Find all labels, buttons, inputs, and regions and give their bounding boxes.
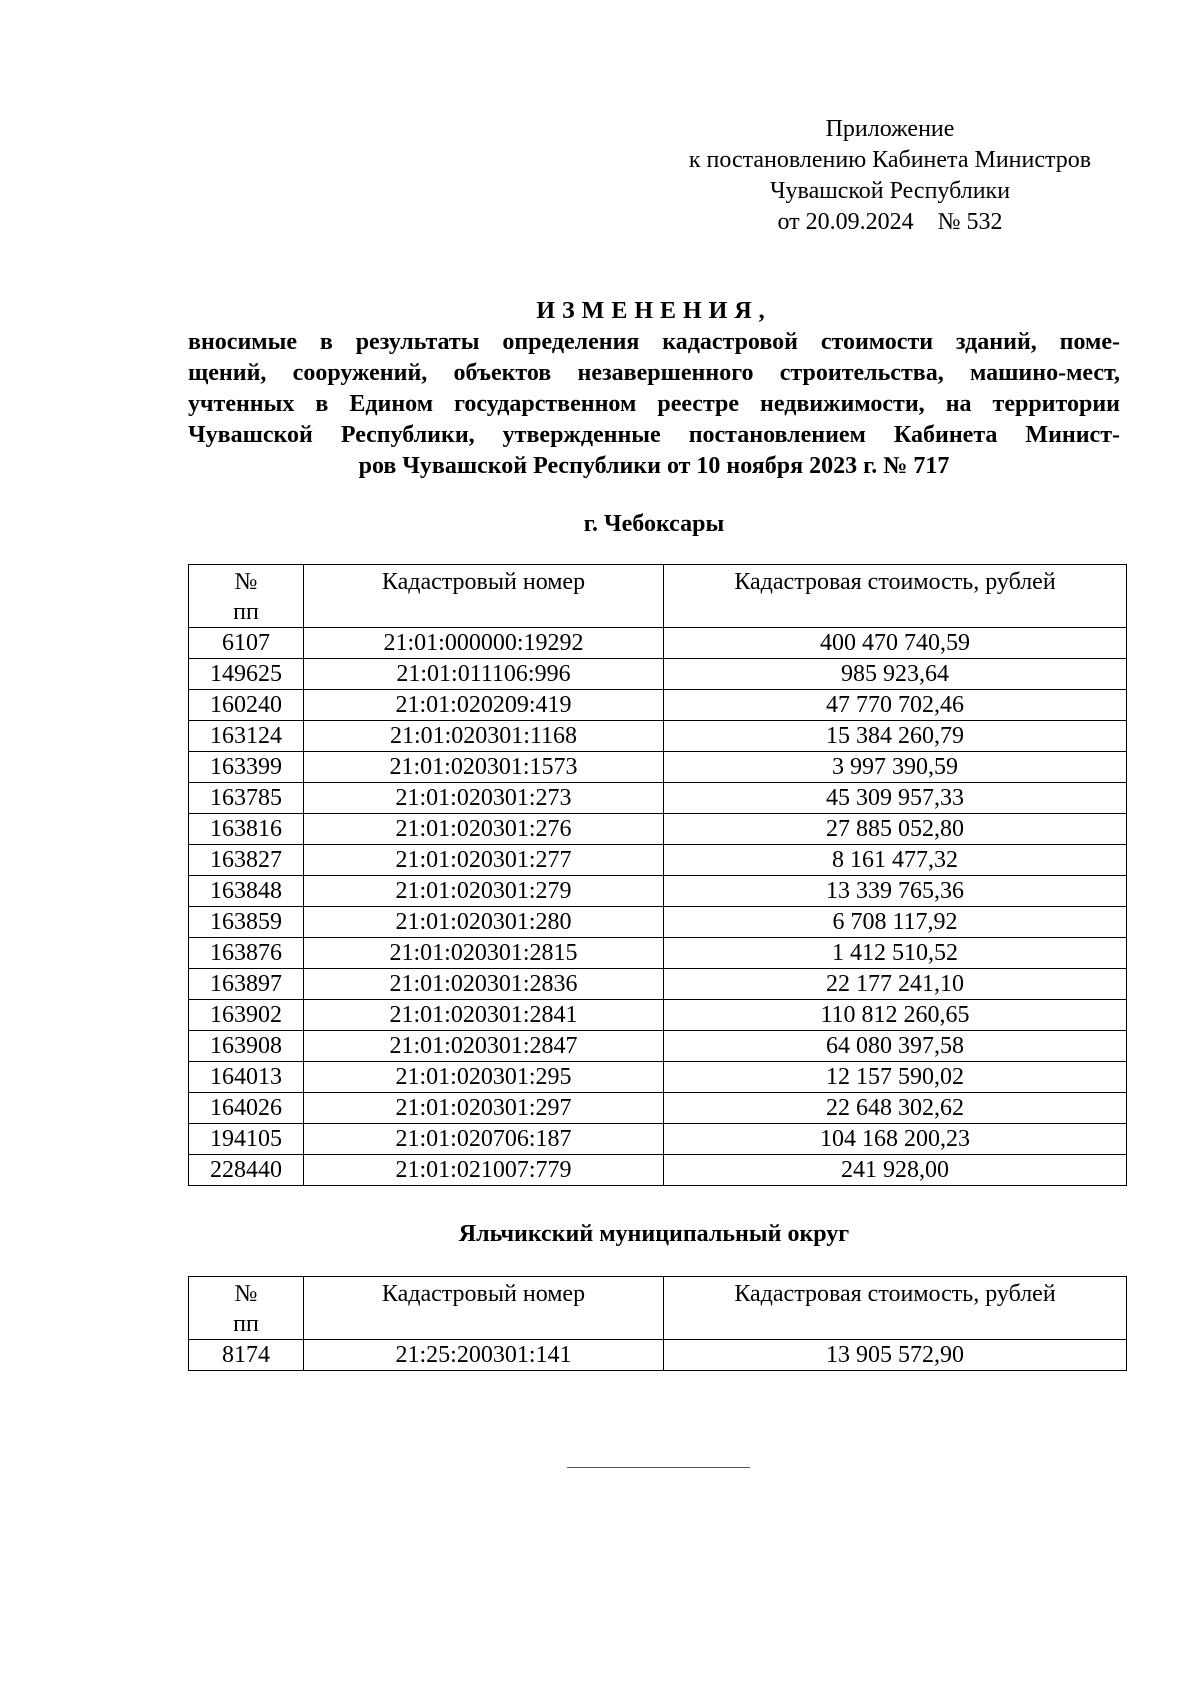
row-number: 8174	[189, 1340, 304, 1371]
row-number: 163848	[189, 876, 304, 907]
row-number: 163827	[189, 845, 304, 876]
header-cadastral-value: Кадастровая стоимость, рублей	[664, 1277, 1127, 1340]
cadastral-value: 104 168 200,23	[664, 1124, 1127, 1155]
header-number-sign: №	[234, 569, 258, 595]
cadastral-value: 12 157 590,02	[664, 1062, 1127, 1093]
table-row	[189, 814, 1127, 845]
cadastral-value: 47 770 702,46	[664, 690, 1127, 721]
table-body	[189, 1340, 1127, 1371]
annex-line: Приложение	[825, 116, 955, 142]
cadastral-value: 985 923,64	[664, 659, 1127, 690]
annex-line: к постановлению Кабинета Министров	[688, 147, 1092, 173]
cadastral-value: 241 928,00	[664, 1155, 1127, 1186]
cadastral-table-yalchiki	[188, 1276, 1127, 1371]
table-row	[189, 752, 1127, 783]
row-number: 164026	[189, 1093, 304, 1124]
table-row	[189, 1093, 1127, 1124]
row-number: 194105	[189, 1124, 304, 1155]
heading-line: щений, сооружений, объектов незавершенного строительства, машино-мест,	[188, 360, 1120, 386]
row-number: 228440	[189, 1155, 304, 1186]
cadastral-number: 21:01:000000:19292	[304, 628, 664, 659]
header-number	[189, 1277, 304, 1340]
heading-line: учтенных в Едином государственном реестре недвижимости, на территории	[188, 391, 1120, 417]
table-row	[189, 783, 1127, 814]
cadastral-value: 64 080 397,58	[664, 1031, 1127, 1062]
cadastral-value: 27 885 052,80	[664, 814, 1127, 845]
cadastral-number: 21:01:020301:273	[304, 783, 664, 814]
cadastral-value: 22 648 302,62	[664, 1093, 1127, 1124]
cadastral-number: 21:01:020301:295	[304, 1062, 664, 1093]
cadastral-value: 400 470 740,59	[664, 628, 1127, 659]
cadastral-value: 13 339 765,36	[664, 876, 1127, 907]
table-row	[189, 1124, 1127, 1155]
heading-line: ров Чувашской Республики от 10 ноября 2023 г. № 717	[358, 453, 950, 479]
cadastral-table-cheboksary	[188, 564, 1127, 1186]
header-number-pp: пп	[233, 599, 259, 625]
table-row	[189, 845, 1127, 876]
cadastral-number: 21:01:020209:419	[304, 690, 664, 721]
cadastral-number: 21:01:020301:2847	[304, 1031, 664, 1062]
table-row	[189, 721, 1127, 752]
heading-line: вносимые в результаты определения кадастровой стоимости зданий, поме-	[188, 329, 1120, 355]
cadastral-value: 45 309 957,33	[664, 783, 1127, 814]
cadastral-value: 22 177 241,10	[664, 969, 1127, 1000]
annex-line: Чувашской Республики	[769, 178, 1011, 204]
table-header-row	[189, 565, 1127, 628]
cadastral-number: 21:01:020301:297	[304, 1093, 664, 1124]
row-number: 160240	[189, 690, 304, 721]
table-row	[189, 659, 1127, 690]
row-number: 164013	[189, 1062, 304, 1093]
section-title-yalchiki: Яльчикский муниципальный округ	[458, 1221, 850, 1247]
row-number: 163876	[189, 938, 304, 969]
row-number: 163908	[189, 1031, 304, 1062]
document-title: ИЗМЕНЕНИЯ,	[536, 298, 772, 324]
cadastral-number: 21:01:020301:277	[304, 845, 664, 876]
cadastral-number: 21:01:020301:1168	[304, 721, 664, 752]
cadastral-value: 3 997 390,59	[664, 752, 1127, 783]
table-row	[189, 1000, 1127, 1031]
table-row	[189, 876, 1127, 907]
cadastral-number: 21:25:200301:141	[304, 1340, 664, 1371]
cadastral-number: 21:01:020301:279	[304, 876, 664, 907]
heading-line: Чувашской Республики, утвержденные постановлением Кабинета Минист-	[188, 422, 1120, 448]
table-row	[189, 907, 1127, 938]
row-number: 149625	[189, 659, 304, 690]
document-heading	[188, 296, 1120, 482]
row-number: 163399	[189, 752, 304, 783]
header-cadastral-value: Кадастровая стоимость, рублей	[664, 565, 1127, 628]
cadastral-number: 21:01:011106:996	[304, 659, 664, 690]
header-cadastral-number: Кадастровый номер	[304, 565, 664, 628]
end-divider	[567, 1467, 750, 1468]
row-number: 163902	[189, 1000, 304, 1031]
cadastral-number: 21:01:021007:779	[304, 1155, 664, 1186]
header-number-sign: №	[234, 1281, 258, 1307]
cadastral-value: 13 905 572,90	[664, 1340, 1127, 1371]
table-row	[189, 1340, 1127, 1371]
table-body	[189, 628, 1127, 1186]
cadastral-value: 6 708 117,92	[664, 907, 1127, 938]
header-number-pp: пп	[233, 1311, 259, 1337]
table-row	[189, 938, 1127, 969]
table-row	[189, 969, 1127, 1000]
cadastral-number: 21:01:020301:1573	[304, 752, 664, 783]
cadastral-number: 21:01:020301:280	[304, 907, 664, 938]
header-cadastral-number: Кадастровый номер	[304, 1277, 664, 1340]
annex-date-number: от 20.09.2024 № 532	[777, 209, 1003, 235]
row-number: 163897	[189, 969, 304, 1000]
cadastral-number: 21:01:020301:2841	[304, 1000, 664, 1031]
cadastral-number: 21:01:020301:276	[304, 814, 664, 845]
cadastral-value: 110 812 260,65	[664, 1000, 1127, 1031]
table-row	[189, 690, 1127, 721]
cadastral-value: 1 412 510,52	[664, 938, 1127, 969]
header-number	[189, 565, 304, 628]
row-number: 163124	[189, 721, 304, 752]
cadastral-value: 15 384 260,79	[664, 721, 1127, 752]
cadastral-value: 8 161 477,32	[664, 845, 1127, 876]
table-row	[189, 1031, 1127, 1062]
table-header-row	[189, 1277, 1127, 1340]
annex-block	[660, 114, 1120, 238]
table-row	[189, 628, 1127, 659]
table-row	[189, 1155, 1127, 1186]
section-title-cheboksary: г. Чебоксары	[583, 511, 725, 537]
row-number: 163859	[189, 907, 304, 938]
table-row	[189, 1062, 1127, 1093]
row-number: 6107	[189, 628, 304, 659]
row-number: 163785	[189, 783, 304, 814]
cadastral-number: 21:01:020301:2836	[304, 969, 664, 1000]
cadastral-number: 21:01:020301:2815	[304, 938, 664, 969]
cadastral-number: 21:01:020706:187	[304, 1124, 664, 1155]
row-number: 163816	[189, 814, 304, 845]
